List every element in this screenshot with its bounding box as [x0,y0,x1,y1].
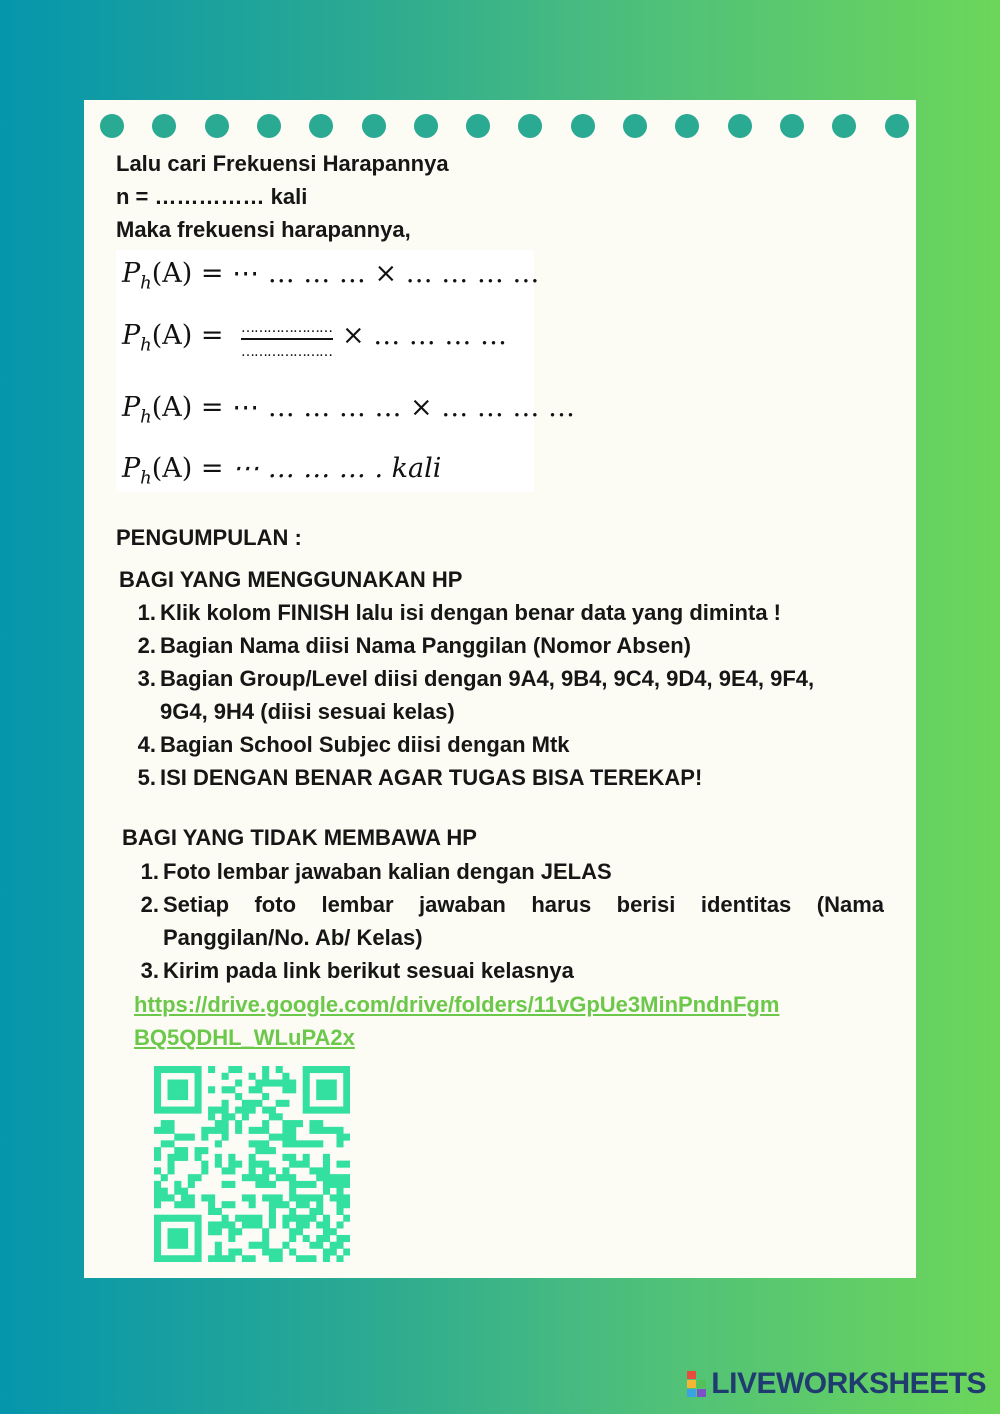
drive-link-continuation[interactable]: BQ5QDHL_WLuPA2x [134,1025,355,1050]
binder-hole [309,114,333,138]
binder-hole [885,114,909,138]
qr-code-icon [154,1066,350,1262]
binder-hole [152,114,176,138]
fraction-numerator: ………………… [241,320,332,336]
binder-hole [518,114,542,138]
instruction-line: Lalu cari Frekuensi Harapannya [116,151,449,176]
binder-hole [100,114,124,138]
drive-link[interactable]: https://drive.google.com/drive/folders/11vGpUe3MinPndnFgm [134,992,780,1017]
liveworksheets-logo-icon [686,1369,708,1399]
formula-row: $P_h(A)$ = ⋯ … … … … × … … … … [122,392,576,428]
n-blank-line: n = …………… kali [116,184,308,209]
fraction-denominator: ………………… [241,343,332,360]
binder-hole [571,114,595,138]
fraction [241,320,333,360]
liveworksheets-logo [686,1364,986,1404]
binder-hole [362,114,386,138]
instruction-line: Maka frekuensi harapannya, [116,217,411,242]
formula-blank: ⋯ … … … × … … … … [232,258,540,289]
liveworksheets-wordmark: LIVEWORKSHEETS [711,1367,986,1400]
binder-hole [832,114,856,138]
formula-row: $P_h(A)$ = ⋯ … … … . kali [122,453,442,489]
formula-blank: × … … … … [342,320,507,351]
formula-blank: ⋯ … … … . kali [232,453,442,484]
formula-row: $P_h(A)$ = ⋯ … … … × … … … … [122,258,540,294]
binder-hole [414,114,438,138]
formula-image [116,250,576,492]
binder-hole [780,114,804,138]
hp-section-title: BAGI YANG MENGGUNAKAN HP [119,567,463,592]
formula-row: $P_h(A)$ = [122,320,224,356]
formula-blank: ⋯ … … … … × … … … … [232,392,576,423]
no-hp-section-title: BAGI YANG TIDAK MEMBAWA HP [122,825,477,850]
binder-hole [466,114,490,138]
binder-hole [623,114,647,138]
binder-hole [257,114,281,138]
binder-hole [205,114,229,138]
binder-hole [675,114,699,138]
fraction-bar [241,338,333,340]
section-title: PENGUMPULAN : [116,525,302,550]
binder-holes [84,114,916,144]
binder-hole [728,114,752,138]
